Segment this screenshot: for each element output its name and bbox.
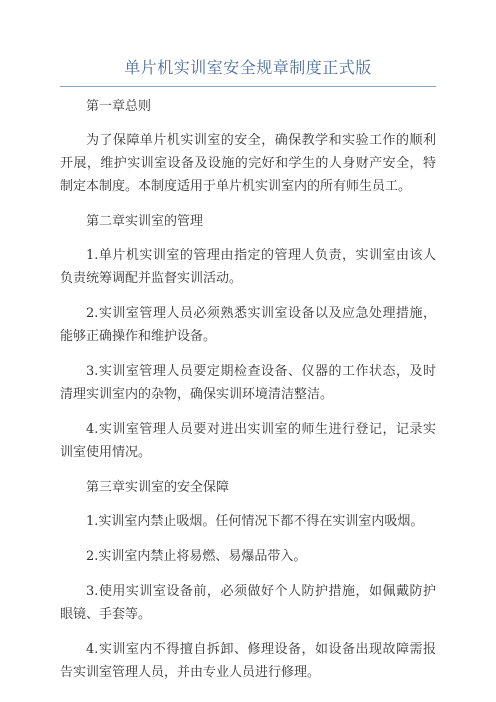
paragraph: 2.实训室内禁止将易燃、易爆品带入。	[86, 549, 307, 564]
chapter-heading: 第二章实训室的管理	[86, 214, 204, 229]
chapter-heading: 第三章实训室的安全保障	[86, 480, 230, 495]
title-divider	[60, 86, 436, 87]
paragraph: 4.实训室内不得擅自拆卸、修理设备，如设备出现故障需报告实训室管理人员，并由专业人员进行修理。	[60, 642, 436, 680]
paragraph: 1.实训室内禁止吸烟。任何情况下都不得在实训室内吸烟。	[86, 514, 424, 529]
paragraph: 3.实训室管理人员要定期检查设备、仪器的工作状态，及时清理实训室内的杂物，确保实训环境清洁整洁。	[60, 364, 436, 402]
document-title: 单片机实训室安全规章制度正式版	[124, 58, 372, 77]
paragraph: 1.单片机实训室的管理由指定的管理人负责，实训室由该人负责统筹调配并监督实训活动。	[60, 248, 436, 286]
chapter-heading: 第一章总则	[86, 99, 152, 114]
paragraph: 4.实训室管理人员要对进出实训室的师生进行登记，记录实训室使用情况。	[60, 422, 436, 460]
paragraph: 2.实训室管理人员必须熟悉实训室设备以及应急处理措施，能够正确操作和维护设备。	[60, 306, 436, 344]
paragraph: 为了保障单片机实训室的安全，确保教学和实验工作的顺利开展，维护实训室设备及设施的完好和学生的人身财产安全，特制定本制度。本制度适用于单片机实训室内的所有师生员工。	[60, 133, 436, 194]
document-body	[60, 95, 436, 696]
paragraph: 3.使用实训室设备前，必须做好个人防护措施，如佩戴防护眼镜、手套等。	[60, 584, 436, 622]
